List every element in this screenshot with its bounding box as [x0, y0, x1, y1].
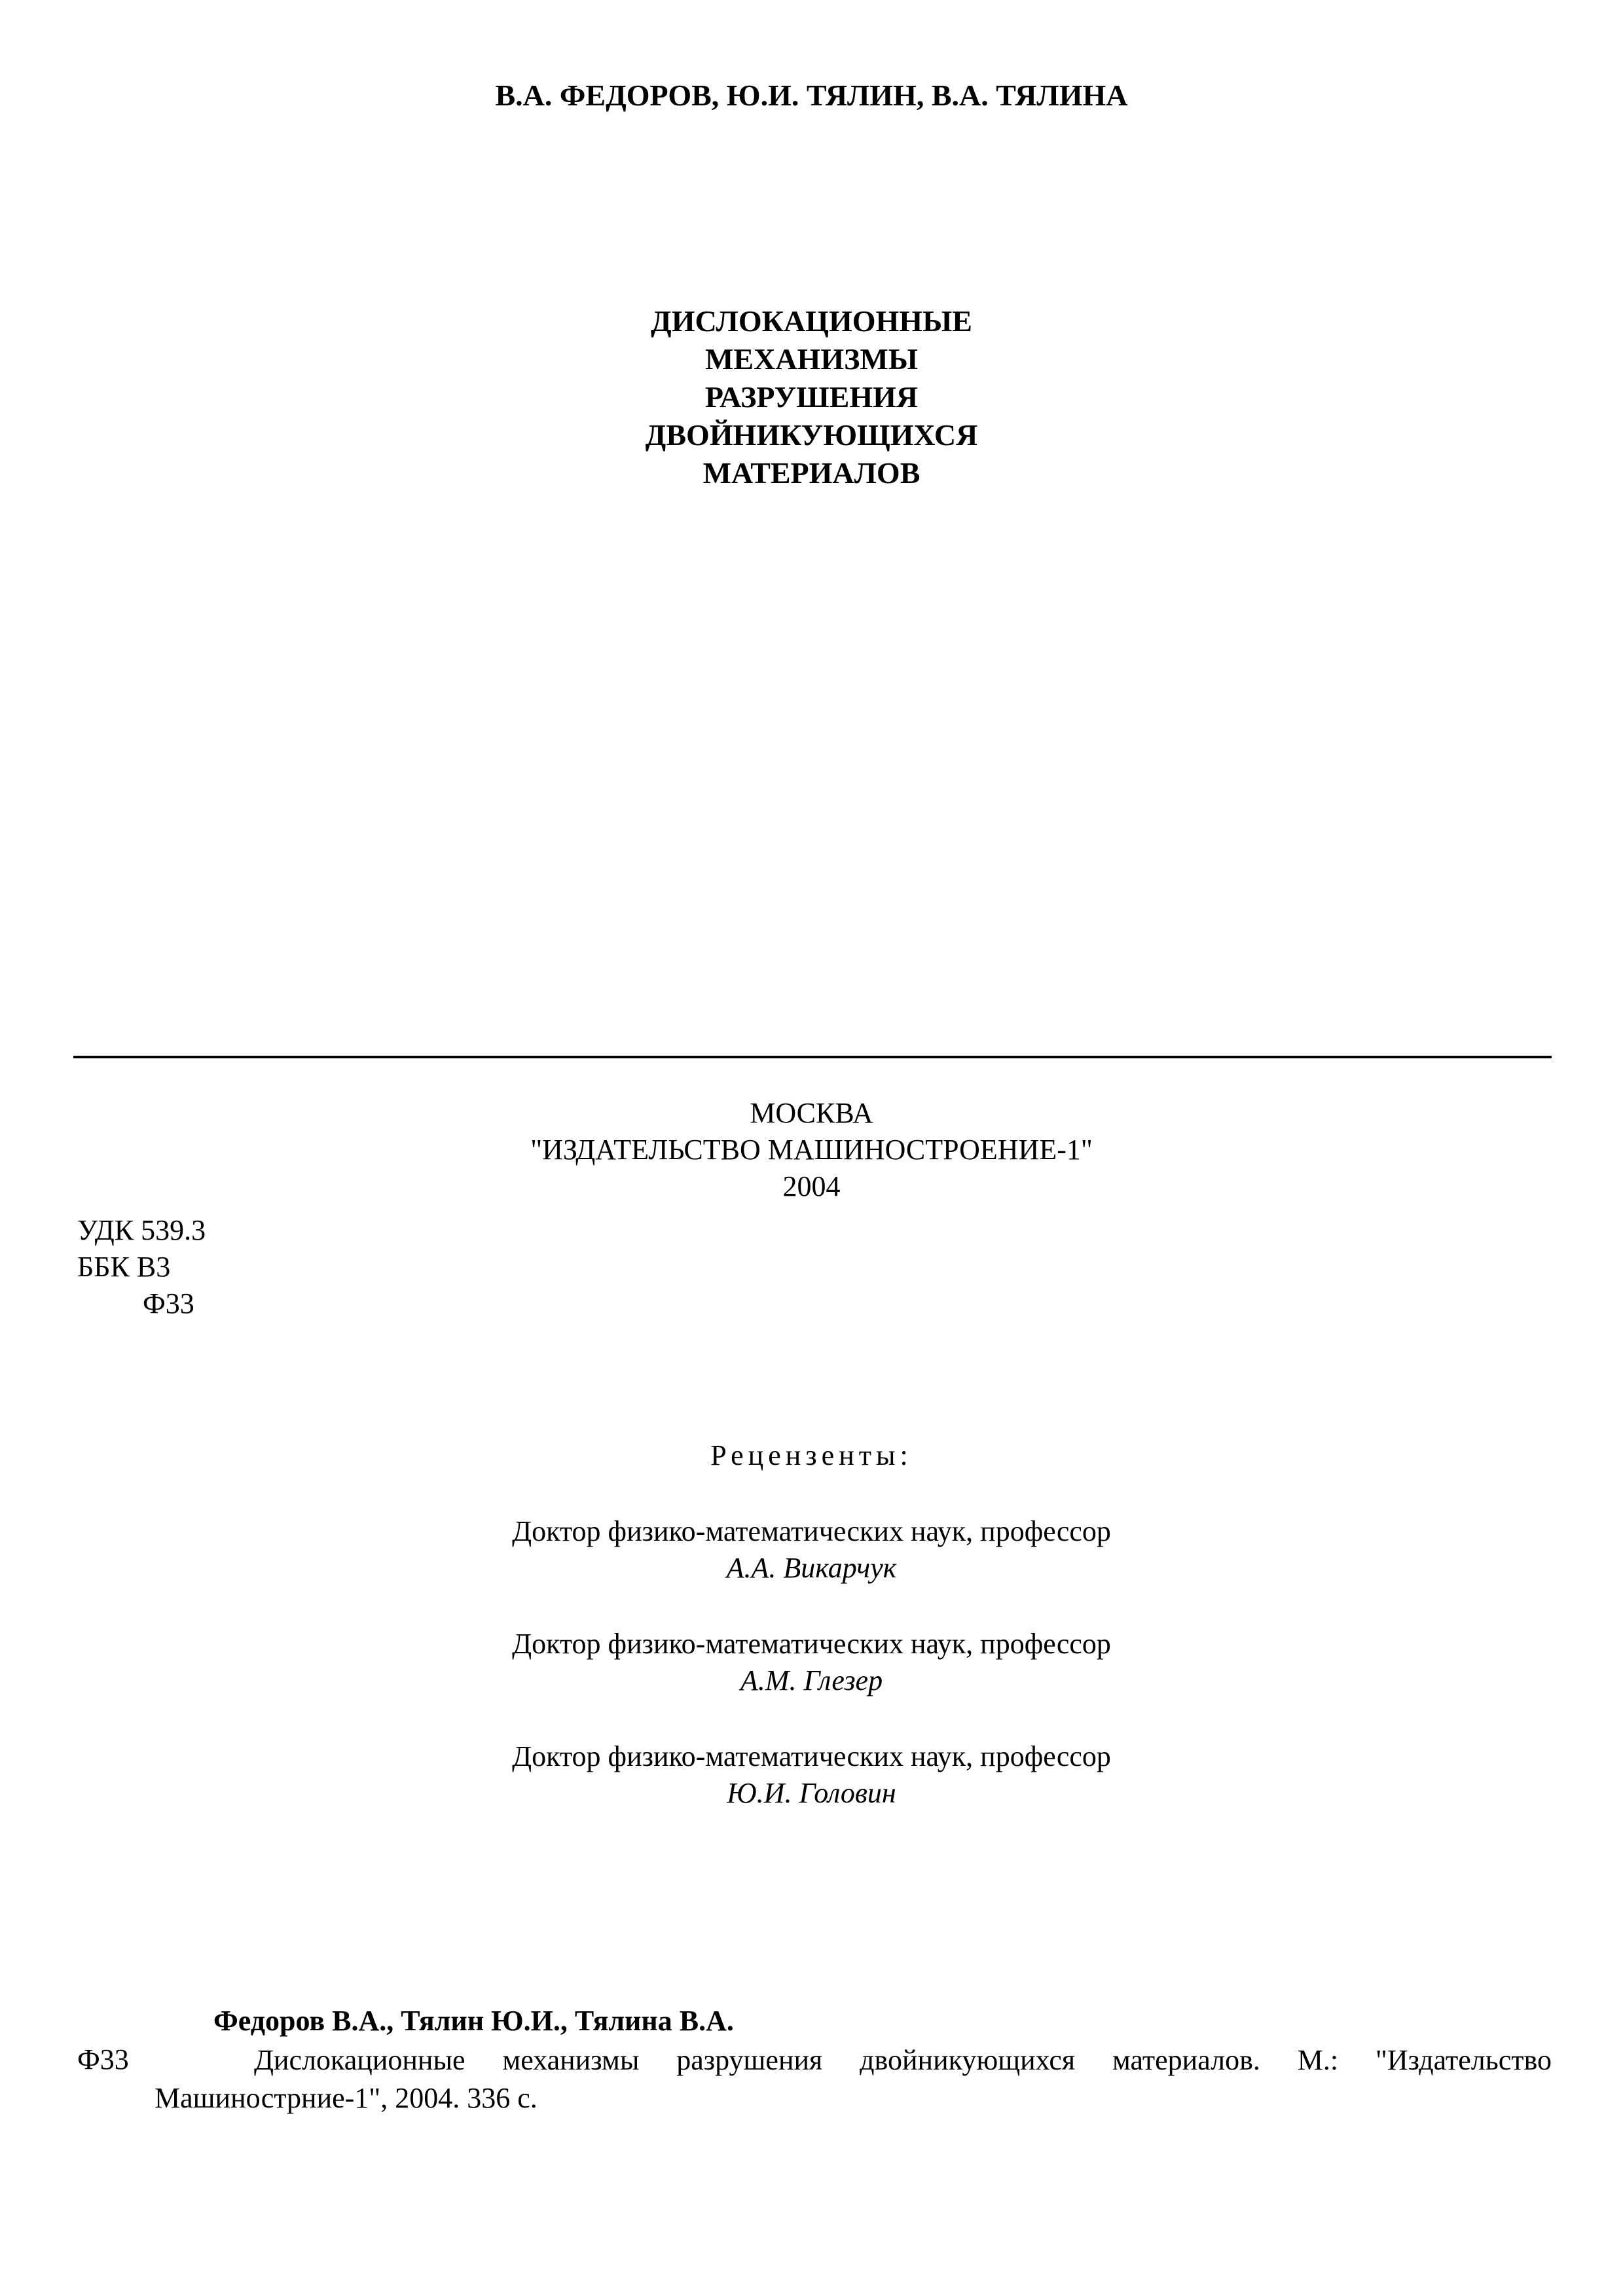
classification-codes — [77, 1212, 206, 1322]
title-line: ДИСЛОКАЦИОННЫЕ — [651, 304, 972, 338]
publisher-imprint — [0, 1095, 1623, 1205]
authors-header: В.А. ФЕДОРОВ, Ю.И. ТЯЛИН, В.А. ТЯЛИНА — [495, 79, 1128, 112]
title-line: РАЗРУШЕНИЯ — [704, 380, 919, 414]
book-title — [0, 302, 1623, 492]
reviewer-title: Доктор физико-математических наук, профессор — [512, 1515, 1111, 1547]
bibliographic-authors: Федоров В.А., Тялин Ю.И., Тялина В.А. — [213, 2005, 734, 2037]
bibliographic-description: Дислокационные механизмы разрушения двойникующихся материалов. М.: "Издательство Машинострние-1", 2004. 336 с. — [155, 2044, 1552, 2114]
horizontal-divider — [73, 1056, 1552, 1058]
title-line: МЕХАНИЗМЫ — [705, 342, 918, 376]
author-mark-code: Ф33 — [143, 1287, 194, 1319]
reviewer-entry — [0, 1626, 1623, 1699]
reviewer-name: Ю.И. Головин — [727, 1777, 896, 1809]
bibliographic-code: Ф33 — [77, 2043, 129, 2075]
bbk-code: ББК В3 — [77, 1251, 171, 1283]
reviewer-name: А.А. Викарчук — [726, 1552, 897, 1584]
reviewers-label: Рецензенты: — [710, 1439, 913, 1471]
reviewer-name: А.М. Глезер — [740, 1664, 883, 1696]
title-line: МАТЕРИАЛОВ — [702, 456, 921, 490]
reviewer-entry — [0, 1738, 1623, 1812]
reviewer-entry — [0, 1513, 1623, 1587]
publisher-city: МОСКВА — [750, 1097, 873, 1129]
title-line: ДВОЙНИКУЮЩИХСЯ — [645, 418, 978, 452]
reviewer-title: Доктор физико-математических наук, профессор — [512, 1628, 1111, 1660]
udk-code: УДК 539.3 — [77, 1214, 206, 1246]
publisher-name: "ИЗДАТЕЛЬСТВО МАШИНОСТРОЕНИЕ-1" — [530, 1134, 1093, 1166]
publisher-year: 2004 — [782, 1170, 841, 1202]
reviewer-title: Доктор физико-математических наук, профессор — [512, 1740, 1111, 1772]
